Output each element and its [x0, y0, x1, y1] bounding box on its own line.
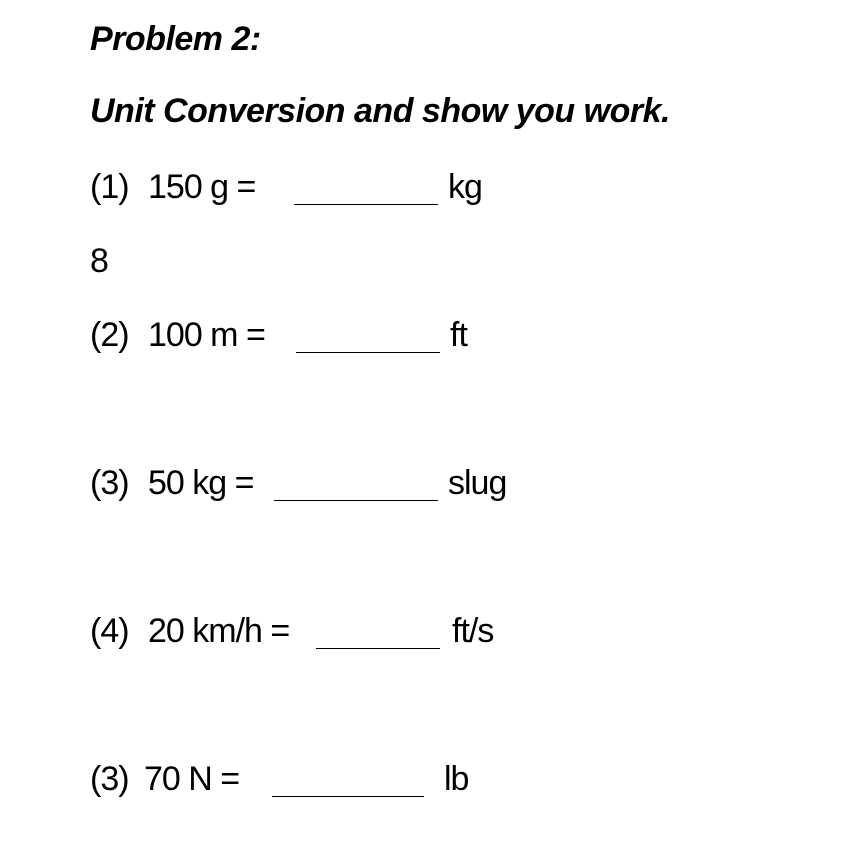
target-unit: kg: [448, 168, 482, 206]
problem-number: (4): [90, 612, 129, 650]
problem-instructions: Unit Conversion and show you work.: [90, 92, 670, 130]
handwritten-note: 8: [90, 242, 109, 280]
problem-expression: 50 kg =: [148, 464, 254, 502]
answer-blank-3[interactable]: [274, 500, 438, 501]
problem-number: (2): [90, 316, 129, 354]
problem-expression: 150 g =: [148, 168, 256, 206]
problem-expression: 70 N =: [144, 760, 240, 798]
problem-expression: 100 m =: [148, 316, 265, 354]
problem-expression: 20 km/h =: [148, 612, 290, 650]
answer-blank-4[interactable]: [316, 648, 440, 649]
answer-blank-1[interactable]: [294, 204, 438, 205]
target-unit: slug: [448, 464, 507, 502]
target-unit: ft: [450, 316, 467, 354]
problem-title: Problem 2:: [90, 20, 261, 58]
problem-number: (3): [90, 760, 129, 798]
problem-number: (1): [90, 168, 129, 206]
problem-number: (3): [90, 464, 129, 502]
answer-blank-5[interactable]: [272, 796, 424, 797]
answer-blank-2[interactable]: [296, 352, 440, 353]
target-unit: lb: [444, 760, 469, 798]
target-unit: ft/s: [452, 612, 494, 650]
